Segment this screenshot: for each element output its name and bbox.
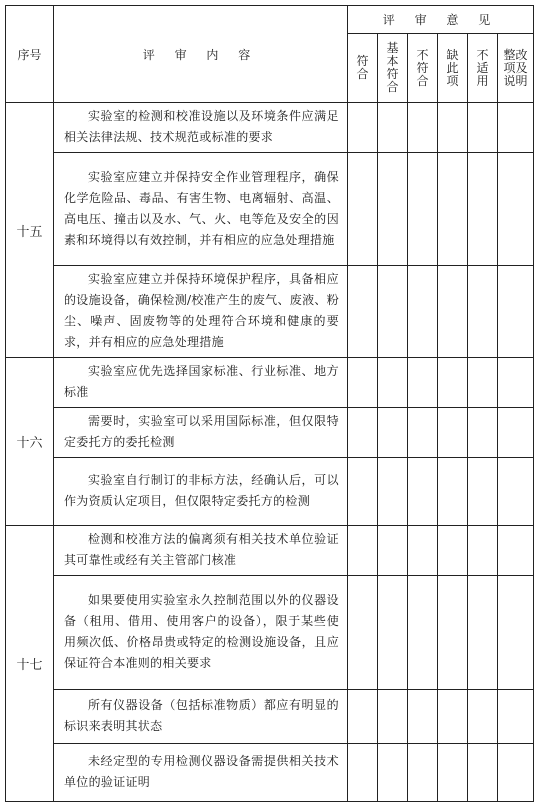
cell-notes[interactable] [498,576,534,690]
cell-basically-comply[interactable] [378,266,408,358]
section-number: 十六 [6,358,54,526]
cell-not-applicable[interactable] [468,266,498,358]
cell-notes[interactable] [498,408,534,458]
header-content: 评 审 内 容 [54,6,348,103]
cell-comply[interactable] [348,358,378,408]
cell-basically-comply[interactable] [378,408,408,458]
cell-not-comply[interactable] [408,266,438,358]
review-item: 如果要使用实验室永久控制范围以外的仪器设备（租用、借用、使用客户的设备），限于某些使用频次低、价格昂贵或特定的检测设施设备，且应保证符合本准则的相关要求 [54,576,348,690]
cell-basically-comply[interactable] [378,576,408,690]
review-item: 实验室自行制订的非标方法，经确认后，可以作为资质认定项目，但仅限特定委托方的检测 [54,458,348,526]
table-row [6,358,534,408]
table-row [6,526,534,576]
cell-notes[interactable] [498,153,534,266]
table-row [6,576,534,690]
cell-not-applicable[interactable] [468,458,498,526]
cell-missing[interactable] [438,526,468,576]
cell-comply[interactable] [348,690,378,744]
review-table [5,5,534,802]
review-item: 检测和校准方法的偏离须有相关技术单位验证其可靠性或经有关主管部门核准 [54,526,348,576]
cell-not-comply[interactable] [408,744,438,802]
header-option-missing: 缺此项 [438,34,468,103]
cell-not-applicable[interactable] [468,690,498,744]
cell-not-comply[interactable] [408,103,438,153]
section-number: 十五 [6,103,54,358]
cell-not-applicable[interactable] [468,526,498,576]
cell-missing[interactable] [438,103,468,153]
review-item: 所有仪器设备（包括标准物质）都应有明显的标识来表明其状态 [54,690,348,744]
cell-comply[interactable] [348,744,378,802]
cell-notes[interactable] [498,266,534,358]
cell-not-applicable[interactable] [468,153,498,266]
review-item: 实验室的检测和校准设施以及环境条件应满足相关法律法规、技术规范或标准的要求 [54,103,348,153]
cell-basically-comply[interactable] [378,690,408,744]
cell-not-comply[interactable] [408,358,438,408]
cell-not-applicable[interactable] [468,358,498,408]
cell-not-applicable[interactable] [468,576,498,690]
header-seq: 序号 [6,6,54,103]
review-item: 实验室应优先选择国家标准、行业标准、地方标准 [54,358,348,408]
cell-comply[interactable] [348,103,378,153]
cell-notes[interactable] [498,526,534,576]
review-item: 实验室应建立并保持安全作业管理程序，确保化学危险品、毒品、有害生物、电离辐射、高温、高电压、撞击以及水、气、火、电等危及安全的因素和环境得以有效控制，并有相应的应急处理措施 [54,153,348,266]
cell-notes[interactable] [498,358,534,408]
cell-basically-comply[interactable] [378,744,408,802]
header-option-basically-comply: 基本符合 [378,34,408,103]
cell-missing[interactable] [438,408,468,458]
cell-notes[interactable] [498,744,534,802]
header-option-comply: 符合 [348,34,378,103]
cell-not-comply[interactable] [408,576,438,690]
cell-comply[interactable] [348,153,378,266]
cell-comply[interactable] [348,408,378,458]
cell-not-comply[interactable] [408,690,438,744]
cell-not-comply[interactable] [408,408,438,458]
cell-missing[interactable] [438,266,468,358]
cell-missing[interactable] [438,690,468,744]
cell-notes[interactable] [498,103,534,153]
cell-basically-comply[interactable] [378,358,408,408]
cell-not-comply[interactable] [408,526,438,576]
table-row [6,153,534,266]
cell-not-comply[interactable] [408,153,438,266]
table-row [6,458,534,526]
review-item: 实验室应建立并保持环境保护程序，具备相应的设施设备，确保检测/校准产生的废气、废液、粉尘、噪声、固废物等的处理符合环境和健康的要求，并有相应的应急处理措施 [54,266,348,358]
cell-notes[interactable] [498,458,534,526]
table-row [6,690,534,744]
cell-missing[interactable] [438,744,468,802]
header-option-not-applicable: 不适用 [468,34,498,103]
cell-missing[interactable] [438,153,468,266]
section-number: 十七 [6,526,54,802]
cell-not-applicable[interactable] [468,408,498,458]
cell-comply[interactable] [348,266,378,358]
cell-missing[interactable] [438,458,468,526]
header-option-not-comply: 不符合 [408,34,438,103]
cell-comply[interactable] [348,576,378,690]
cell-basically-comply[interactable] [378,153,408,266]
cell-missing[interactable] [438,576,468,690]
cell-basically-comply[interactable] [378,526,408,576]
table-row [6,744,534,802]
header-opinion: 评 审 意 见 [348,6,534,34]
cell-basically-comply[interactable] [378,103,408,153]
cell-comply[interactable] [348,458,378,526]
table-row [6,266,534,358]
table-row [6,103,534,153]
cell-not-applicable[interactable] [468,103,498,153]
header-option-rectification-notes: 整改项及说明 [498,34,534,103]
review-item: 未经定型的专用检测仪器设备需提供相关技术单位的验证证明 [54,744,348,802]
cell-not-applicable[interactable] [468,744,498,802]
table-row [6,408,534,458]
cell-not-comply[interactable] [408,458,438,526]
cell-comply[interactable] [348,526,378,576]
cell-missing[interactable] [438,358,468,408]
cell-notes[interactable] [498,690,534,744]
review-item: 需要时，实验室可以采用国际标准，但仅限特定委托方的委托检测 [54,408,348,458]
cell-basically-comply[interactable] [378,458,408,526]
